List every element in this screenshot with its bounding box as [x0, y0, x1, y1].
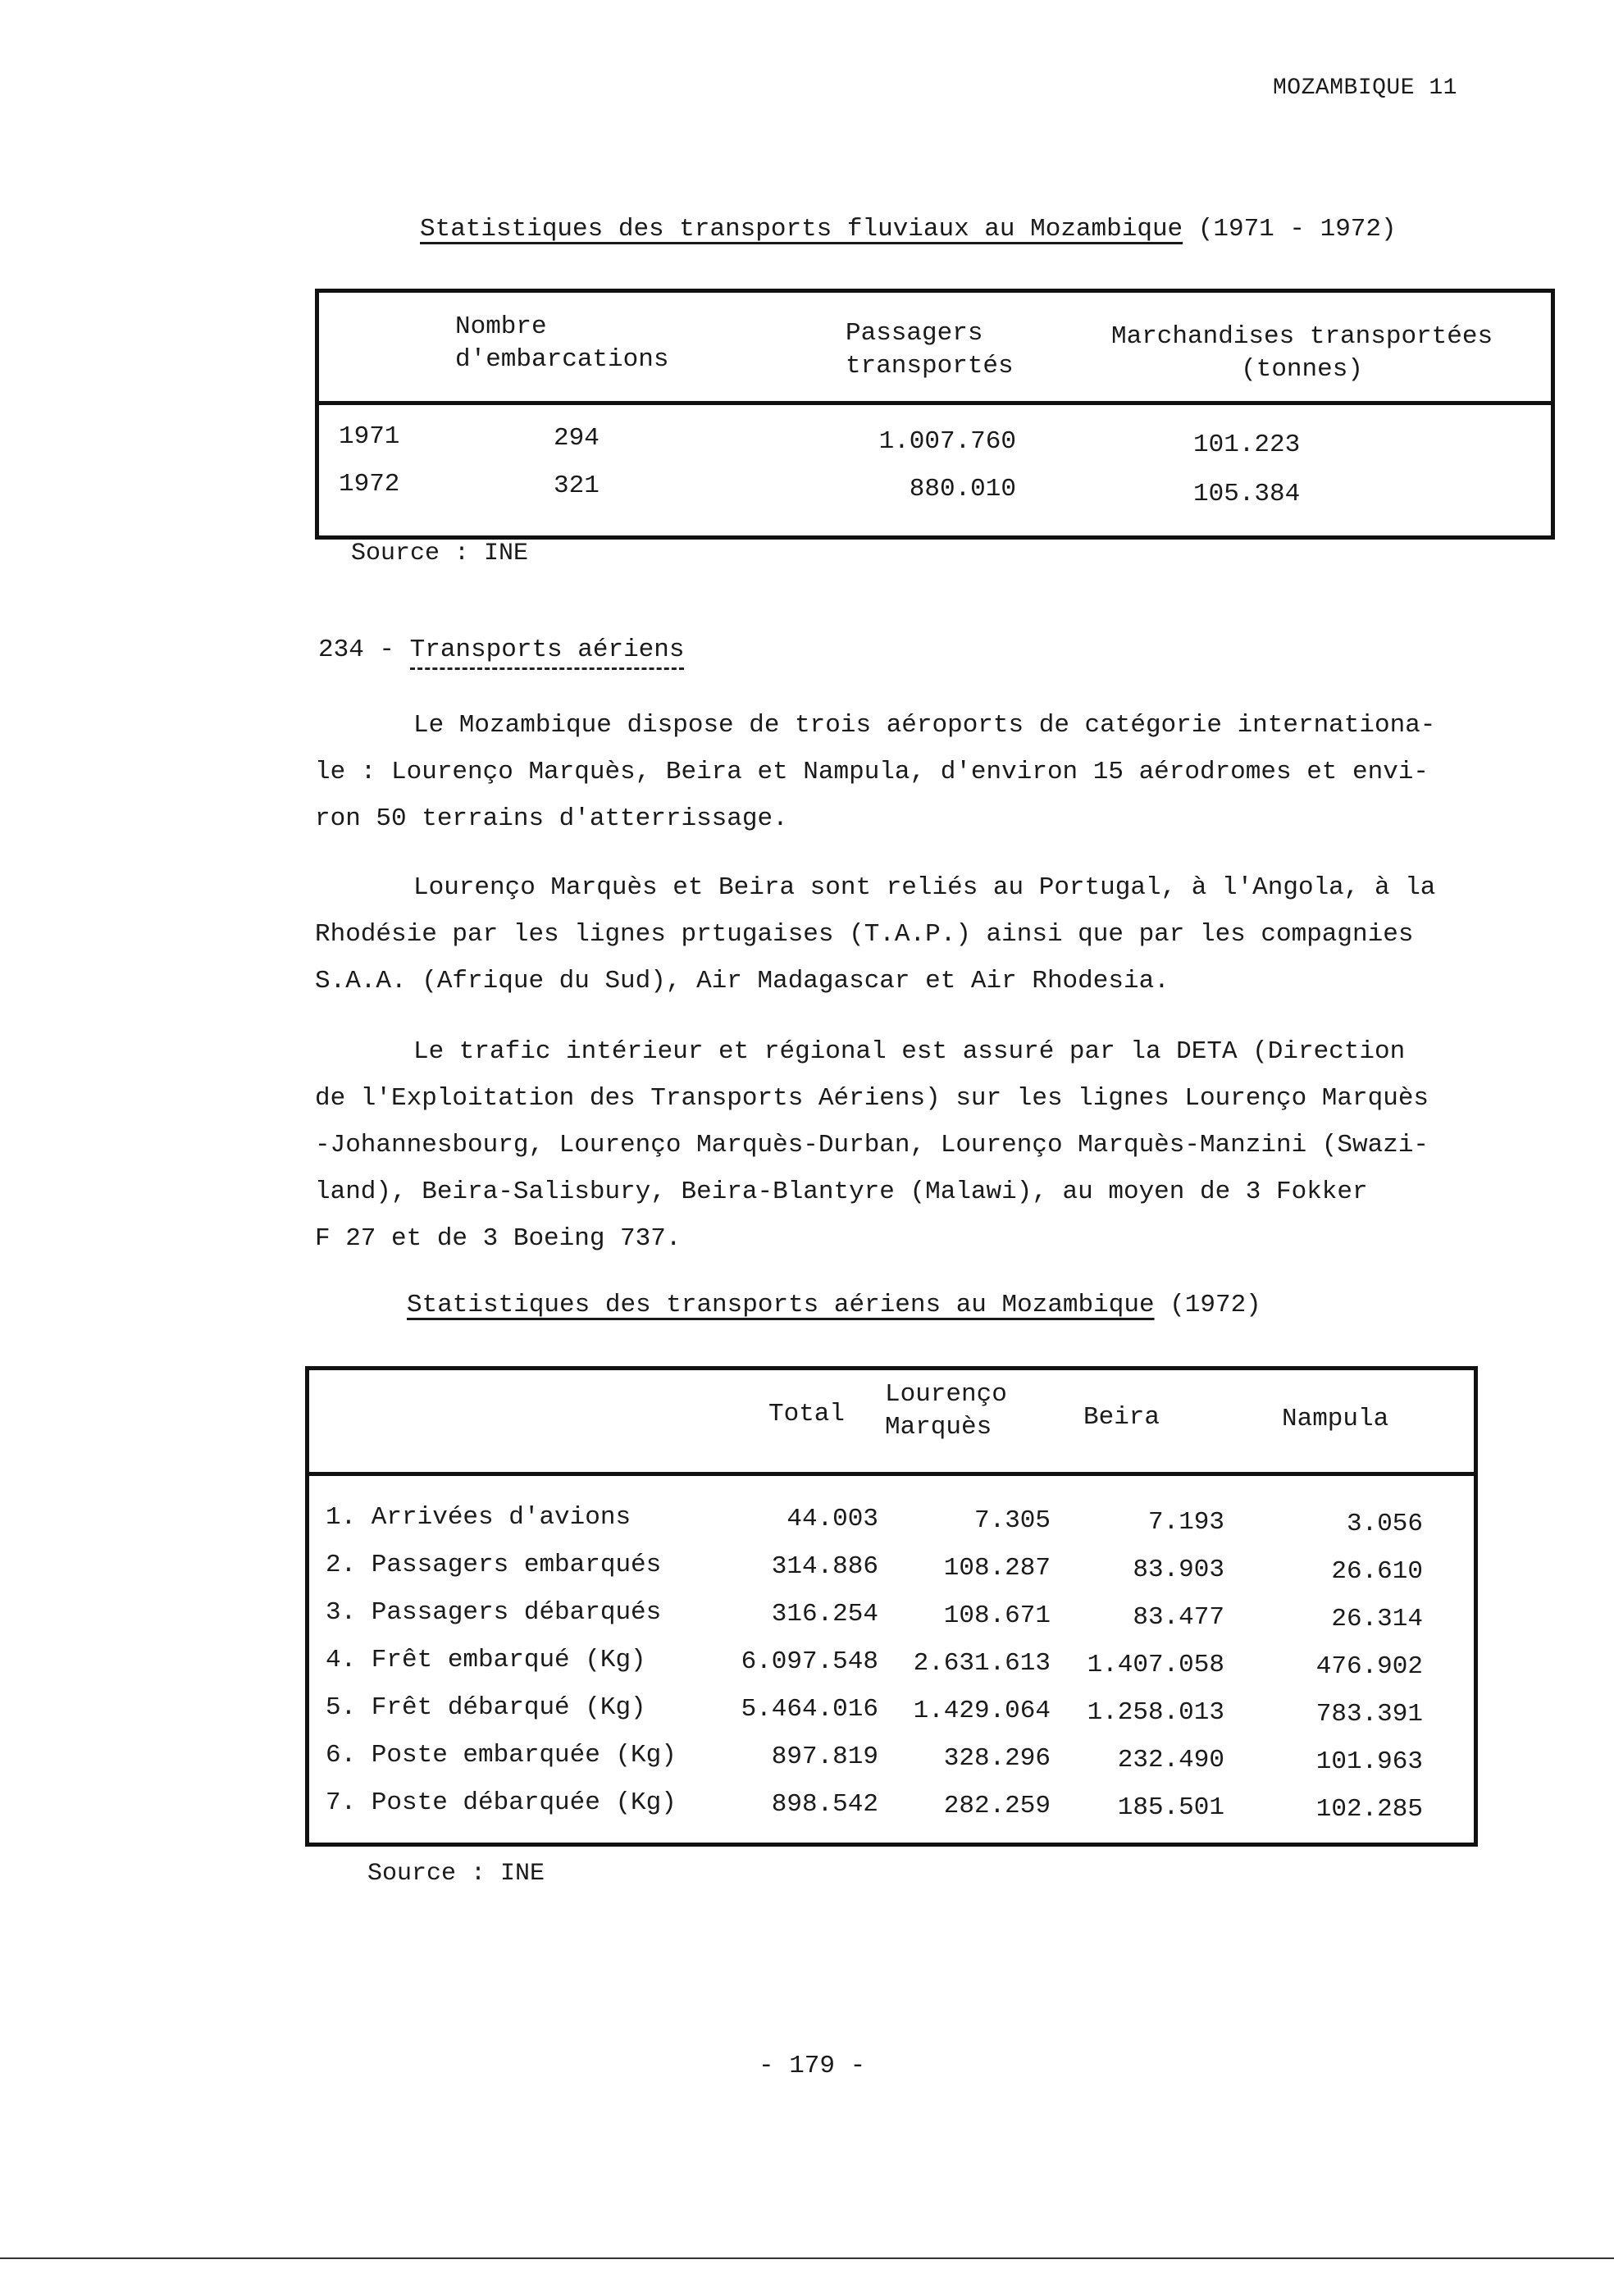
cell-label: 5. Frêt débarqué (Kg)	[326, 1693, 646, 1722]
paragraph-line: Le Mozambique dispose de trois aéroports de catégorie internationa-	[413, 711, 1436, 740]
cell-total: 898.542	[771, 1790, 878, 1819]
paragraph-line: le : Lourenço Marquès, Beira et Nampula, d'environ 15 aérodromes et envi-	[315, 758, 1429, 786]
cell-total: 897.819	[771, 1742, 878, 1771]
table1-source: Source : INE	[351, 540, 529, 567]
cell-total: 44.003	[786, 1505, 878, 1533]
cell-beira: 7.193	[1147, 1508, 1224, 1537]
paragraph-2	[315, 864, 1435, 1004]
section-number: 234 -	[318, 636, 395, 664]
paragraph-line: -Johannesbourg, Lourenço Marquès-Durban, Lourenço Marquès-Manzini (Swazi-	[315, 1131, 1429, 1159]
cell-label: 6. Poste embarquée (Kg)	[326, 1741, 677, 1770]
section-title: Transports aériens	[410, 636, 685, 670]
paragraph-3	[315, 1028, 1429, 1262]
col-header-nampula: Nampula	[1282, 1405, 1389, 1433]
cell-nampula: 101.963	[1315, 1747, 1423, 1776]
cell-beira: 185.501	[1117, 1793, 1224, 1822]
cell-lm: 108.671	[943, 1601, 1051, 1630]
cell-lm: 108.287	[943, 1554, 1051, 1583]
paragraph-1	[315, 702, 1435, 842]
col-header-passengers	[846, 317, 1014, 384]
table2-caption-year: (1972)	[1169, 1291, 1261, 1319]
paragraph-line: de l'Exploitation des Transports Aériens) sur les lignes Lourenço Marquès	[315, 1084, 1429, 1113]
cell-total: 5.464.016	[741, 1695, 878, 1724]
table2-caption-title: Statistiques des transports aériens au Mozambique	[407, 1291, 1155, 1319]
row-1972-passengers: 880.010	[909, 475, 1016, 503]
cell-lm: 2.631.613	[913, 1649, 1051, 1678]
bottom-rule	[0, 2257, 1614, 2259]
cell-lm: 1.429.064	[913, 1697, 1051, 1725]
table2-source: Source : INE	[367, 1860, 545, 1888]
table2-caption	[407, 1291, 1261, 1319]
col-header-boats-line1: Nombre	[455, 312, 547, 341]
col-header-passengers-line1: Passagers	[846, 319, 983, 348]
paragraph-line: F 27 et de 3 Boeing 737.	[315, 1224, 682, 1253]
col-header-goods-line2: (tonnes)	[1241, 355, 1363, 385]
row-1972-goods: 105.384	[1193, 480, 1301, 508]
cell-total: 6.097.548	[741, 1647, 878, 1676]
cell-total: 314.886	[771, 1552, 878, 1581]
cell-nampula: 476.902	[1315, 1652, 1423, 1681]
cell-nampula: 783.391	[1315, 1700, 1423, 1729]
cell-lm: 7.305	[973, 1506, 1051, 1535]
paragraph-line: Le trafic intérieur et régional est assuré par la DETA (Direction	[413, 1037, 1406, 1066]
table1-caption-title: Statistiques des transports fluviaux au Mozambique	[420, 215, 1183, 244]
cell-total: 316.254	[771, 1600, 878, 1629]
row-1971-year: 1971	[339, 422, 400, 451]
cell-label: 2. Passagers embarqués	[326, 1551, 662, 1579]
paragraph-line: land), Beira-Salisbury, Beira-Blantyre (Malawi), au moyen de 3 Fokker	[315, 1178, 1368, 1206]
cell-lm: 328.296	[943, 1744, 1051, 1773]
table2-header-divider	[309, 1472, 1474, 1476]
cell-beira: 83.477	[1133, 1603, 1224, 1632]
cell-beira: 1.407.058	[1087, 1651, 1224, 1679]
river-transport-table	[315, 289, 1555, 540]
col-header-beira: Beira	[1083, 1403, 1160, 1432]
air-transport-table	[305, 1366, 1478, 1847]
col-header-lm-line2: Marquès	[885, 1413, 992, 1442]
row-1971-passengers: 1.007.760	[878, 427, 1016, 456]
paragraph-line: ron 50 terrains d'atterrissage.	[315, 804, 788, 833]
col-header-goods-line1: Marchandises transportées	[1111, 322, 1493, 351]
col-header-lourenco-marques	[885, 1378, 1007, 1445]
col-header-passengers-line2: transportés	[846, 352, 1014, 381]
row-1971-boats: 294	[554, 424, 600, 453]
col-header-boats	[455, 311, 668, 377]
cell-label: 7. Poste débarquée (Kg)	[326, 1788, 677, 1817]
cell-nampula: 102.285	[1315, 1795, 1423, 1824]
col-header-boats-line2: d'embarcations	[455, 345, 669, 375]
cell-beira: 1.258.013	[1087, 1698, 1224, 1727]
cell-label: 1. Arrivées d'avions	[326, 1503, 631, 1532]
cell-nampula: 26.314	[1331, 1605, 1423, 1633]
cell-nampula: 3.056	[1346, 1510, 1423, 1538]
table1-header-divider	[319, 401, 1551, 405]
table1-caption-years: (1971 - 1972)	[1197, 215, 1397, 244]
col-header-lm-line1: Lourenço	[885, 1380, 1007, 1409]
page-number: - 179 -	[759, 2052, 866, 2080]
section-heading	[318, 636, 684, 664]
cell-label: 4. Frêt embarqué (Kg)	[326, 1646, 646, 1674]
col-header-total: Total	[768, 1400, 846, 1428]
running-header: MOZAMBIQUE 11	[1273, 75, 1457, 101]
cell-label: 3. Passagers débarqués	[326, 1598, 662, 1627]
paragraph-line: Lourenço Marquès et Beira sont reliés au Portugal, à l'Angola, à la	[413, 873, 1436, 902]
row-1972-boats: 321	[554, 472, 600, 500]
col-header-goods	[1111, 321, 1493, 387]
row-1971-goods: 101.223	[1193, 430, 1301, 459]
cell-beira: 83.903	[1133, 1556, 1224, 1584]
paragraph-line: S.A.A. (Afrique du Sud), Air Madagascar et Air Rhodesia.	[315, 967, 1169, 995]
cell-beira: 232.490	[1117, 1746, 1224, 1774]
cell-nampula: 26.610	[1331, 1557, 1423, 1586]
table1-caption	[420, 215, 1397, 244]
row-1972-year: 1972	[339, 470, 400, 499]
cell-lm: 282.259	[943, 1792, 1051, 1820]
paragraph-line: Rhodésie par les lignes prtugaises (T.A.P.) ainsi que par les compagnies	[315, 920, 1414, 949]
